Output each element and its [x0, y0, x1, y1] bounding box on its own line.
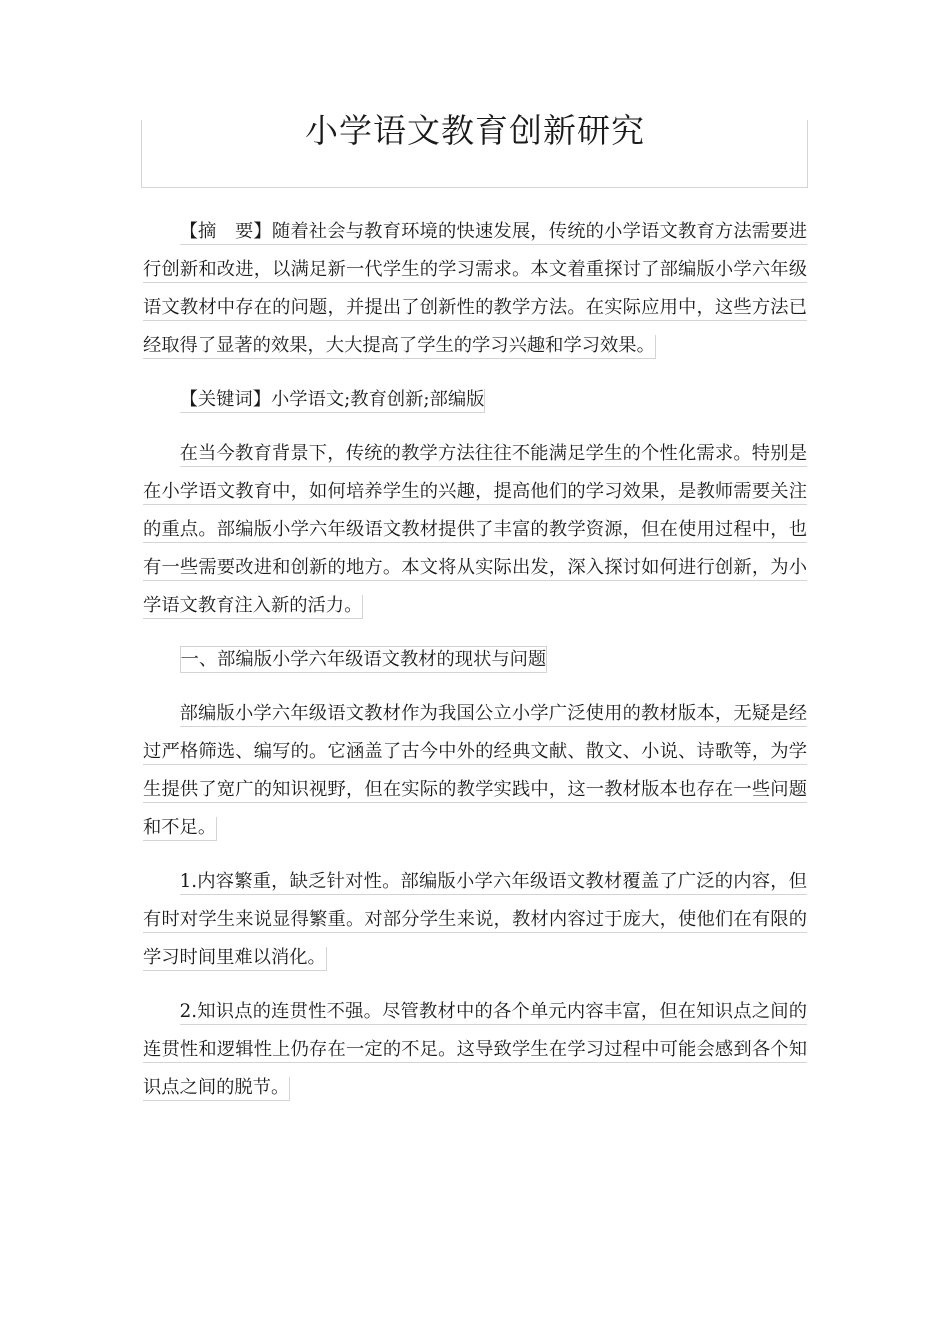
abstract-paragraph [143, 213, 807, 365]
section-heading-text: 一、部编版小学六年级语文教材的现状与问题 [180, 646, 548, 673]
document-body [143, 213, 807, 1123]
section-body-paragraph [143, 695, 807, 847]
document-title: 小学语文教育创新研究 [305, 111, 645, 150]
keywords-text: 【关键词】小学语文;教育创新;部编版 [180, 389, 486, 413]
point-2-text: 2.知识点的连贯性不强。尽管教材中的各个单元内容丰富，但在知识点之间的连贯性和逻辑性上仍存在一定的不足。这导致学生在学习过程中可能会感到各个知识点之间的脱节。 [143, 1001, 807, 1101]
point-1-text: 1.内容繁重，缺乏针对性。部编版小学六年级语文教材覆盖了广泛的内容，但有时对学生来说显得繁重。对部分学生来说，教材内容过于庞大，使他们在有限的学习时间里难以消化。 [143, 871, 807, 971]
point-2-paragraph [143, 993, 807, 1107]
intro-text: 在当今教育背景下，传统的教学方法往往不能满足学生的个性化需求。特别是在小学语文教育中，如何培养学生的兴趣，提高他们的学习效果，是教师需要关注的重点。部编版小学六年级语文教材提供了丰富的教学资源，但在使用过程中，也有一些需要改进和创新的地方。本文将从实际出发，深入探讨如何进行创新，为小学语文教育注入新的活力。 [143, 443, 807, 619]
point-1-paragraph [143, 863, 807, 977]
section-heading [143, 641, 807, 679]
intro-paragraph [143, 435, 807, 625]
section-body-text: 部编版小学六年级语文教材作为我国公立小学广泛使用的教材版本，无疑是经过严格筛选、编写的。它涵盖了古今中外的经典文献、散文、小说、诗歌等，为学生提供了宽广的知识视野，但在实际的教学实践中，这一教材版本也存在一些问题和不足。 [143, 703, 807, 841]
keywords-paragraph [143, 381, 807, 419]
abstract-text: 【摘 要】随着社会与教育环境的快速发展，传统的小学语文教育方法需要进行创新和改进，以满足新一代学生的学习需求。本文着重探讨了部编版小学六年级语文教材中存在的问题，并提出了创新性的教学方法。在实际应用中，这些方法已经取得了显著的效果，大大提高了学生的学习兴趣和学习效果。 [143, 221, 807, 359]
